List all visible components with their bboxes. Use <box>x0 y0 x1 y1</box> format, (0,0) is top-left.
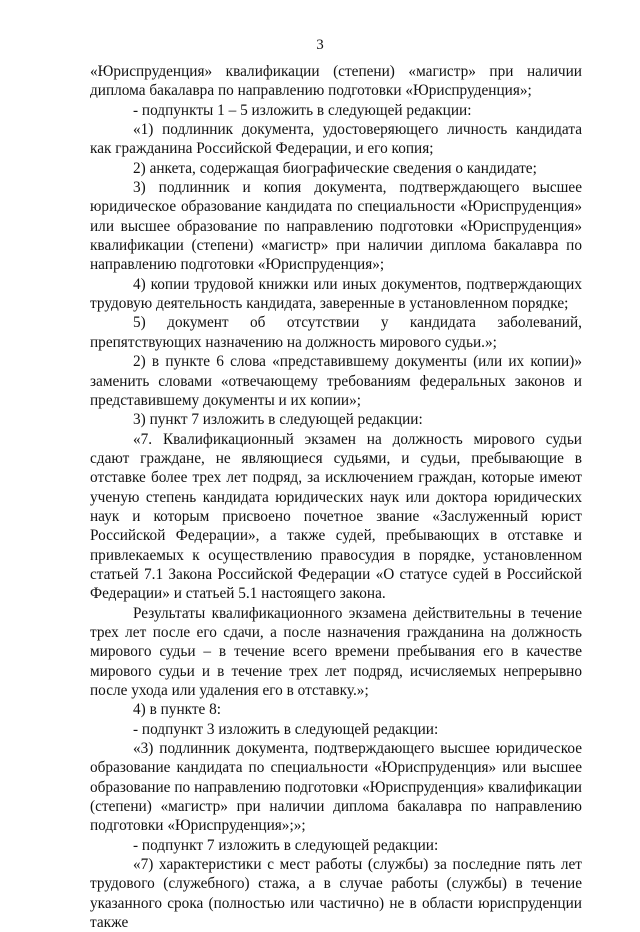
page-number: 3 <box>316 37 324 53</box>
paragraph: «Юриспруденция» квалификации (степени) «магистр» при наличии диплома бакалавра по направлению подготовки «Юриспруденция»; <box>90 63 582 100</box>
document-body <box>90 62 582 932</box>
paragraph: 3) пункт 7 изложить в следующей редакции: <box>133 411 423 429</box>
paragraph: 4) копии трудовой книжки или иных документов, подтверждающих трудовую деятельность кандидата, заверенные в установленном порядке; <box>90 275 582 313</box>
paragraph: 2) анкета, содержащая биографические сведения о кандидате; <box>133 159 537 177</box>
paragraph: - подпункт 7 изложить в следующей редакции: <box>133 836 439 854</box>
paragraph: «1) подлинник документа, удостоверяющего личность кандидата как гражданина Российской Федерации, и его копия; <box>90 121 582 158</box>
paragraph: «3) подлинник документа, подтверждающего высшее юридическое образование кандидата по специальности «Юриспруденция» или высшее образование по направлению подготовки «Юриспруденция» квалификации (степени) «магистр» при наличии диплома бакалавра по направлению подготовки «Юриспруденция»;»; <box>90 740 582 835</box>
paragraph: 3) подлинник и копия документа, подтверждающего высшее юридическое образование кандидата по специальности «Юриспруденция» или высшее образование по направлению подготовки «Юриспруденция» квалификации (степени) «магистр» при наличии диплома бакалавра по направлению подготовки «Юриспруденция»; <box>90 179 582 274</box>
paragraph: 2) в пункте 6 слова «представившему документы (или их копии)» заменить словами «отвечающему требованиям федеральных законов и представившему документы и их копии»; <box>90 353 582 409</box>
paragraph: - подпункт 3 изложить в следующей редакции: <box>133 720 439 738</box>
paragraph: 4) в пункте 8: <box>133 701 222 719</box>
paragraph: «7. Квалификационный экзамен на должность мирового судьи сдают граждане, не являющиеся судьями, и судьи, пребывающие в отставке более трех лет подряд, за исключением граждан, которые имеют ученую степень кандидата юридических наук или доктора юридических наук и которым присвоено почетное звание «Заслуженный юрист Российской Федерации», а также судей, пребывающих в отставке и привлекаемых к осуществлению правосудия в порядке, установленном статьей 7.1 Закона Российской Федерации «О статусе судей в Российской Федерации» и статьей 5.1 настоящего закона. <box>90 430 582 603</box>
paragraph: - подпункты 1 – 5 изложить в следующей редакции: <box>133 101 472 119</box>
paragraph: Результаты квалификационного экзамена действительны в течение трех лет после его сдачи, а после назначения гражданина на должность мирового судьи – в течение всего времени пребывания его в качестве мирового судьи и в течение трех лет подряд, исчисляемых непрерывно после ухода или удаления его в отставку.»; <box>90 604 582 699</box>
paragraph: 5) документ об отсутствии у кандидата заболеваний, препятствующих назначению на должность мирового судьи.»; <box>90 314 582 351</box>
paragraph: «7) характеристики с мест работы (службы) за последние пять лет трудового (служебного) стажа, а в случае работы (службы) в течение указанного срока (полностью или частично) не в области юриспруденции также <box>90 856 582 932</box>
